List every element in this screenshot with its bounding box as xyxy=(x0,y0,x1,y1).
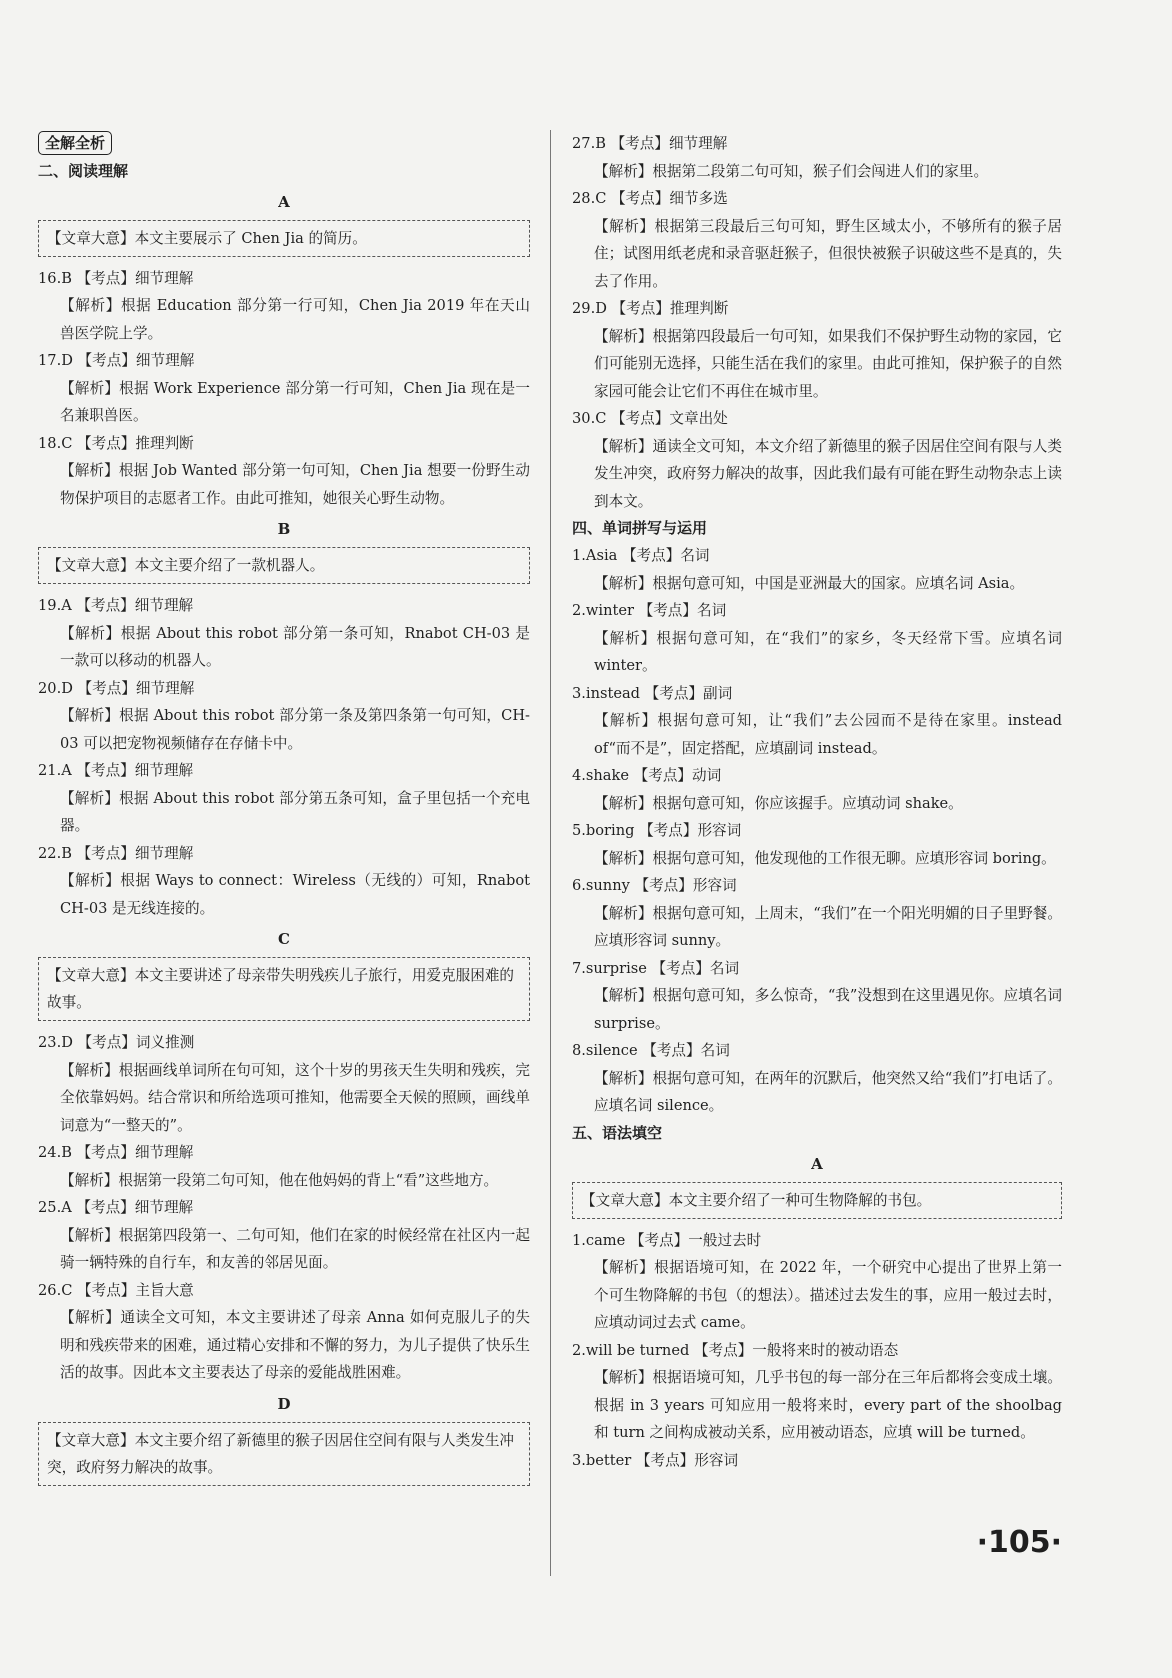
w3-exp: 【解析】根据句意可知，让“我们”去公园而不是待在家里。instead of“而不是”，固定搭配，应填副词 instead。 xyxy=(594,712,1062,757)
q28-head: 28.C 【考点】细节多选 xyxy=(572,190,728,207)
section-badge: 全解全析 xyxy=(38,131,112,155)
q16-head: 16.B 【考点】细节理解 xyxy=(38,269,194,287)
q27-head: 27.B 【考点】细节理解 xyxy=(572,135,728,152)
q26-head: 26.C 【考点】主旨大意 xyxy=(38,1281,194,1299)
q19-exp: 【解析】根据 About this robot 部分第一条可知，Rnabot CH-03 是一款可以移动的机器人。 xyxy=(60,624,530,669)
w1-exp: 【解析】根据句意可知，中国是亚洲最大的国家。应填名词 Asia。 xyxy=(594,574,1025,592)
q18-exp: 【解析】根据 Job Wanted 部分第一句可知，Chen Jia 想要一份野生动物保护项目的志愿者工作。由此可推知，她很关心野生动物。 xyxy=(60,462,530,507)
q24-head: 24.B 【考点】细节理解 xyxy=(38,1144,194,1161)
q25-head: 25.A 【考点】细节理解 xyxy=(38,1199,194,1216)
q29-exp: 【解析】根据第四段最后一句可知，如果我们不保护野生动物的家园，它们可能别无选择，只能生活在我们的家里。由此可推知，保护猴子的自然家园可能会让它们不再住在城市里。 xyxy=(594,327,1062,400)
summary-a: 【文章大意】本文主要展示了 Chen Jia 的简历。 xyxy=(38,220,530,257)
w1-head: 1.Asia 【考点】名词 xyxy=(572,547,710,564)
part-d: D xyxy=(277,1394,291,1413)
section-grammar: 五、语法填空 xyxy=(572,1123,663,1142)
w6-exp: 【解析】根据句意可知，上周末，“我们”在一个阳光明媚的日子里野餐。应填形容词 sunny。 xyxy=(594,904,1062,949)
column-divider xyxy=(550,130,551,1576)
g2-head: 2.will be turned 【考点】一般将来时的被动语态 xyxy=(572,1341,899,1359)
q23-exp: 【解析】根据画线单词所在句可知，这个十岁的男孩天生失明和残疾，完全依靠妈妈。结合常识和所给选项可推知，他需要全天候的照顾，画线单词意为“一整天的”。 xyxy=(60,1061,530,1134)
q17-exp: 【解析】根据 Work Experience 部分第一行可知，Chen Jia 现在是一名兼职兽医。 xyxy=(60,379,530,424)
w2-exp: 【解析】根据句意可知，在“我们”的家乡，冬天经常下雪。应填名词 winter。 xyxy=(594,629,1062,674)
left-column xyxy=(38,130,530,1494)
w5-exp: 【解析】根据句意可知，他发现他的工作很无聊。应填形容词 boring。 xyxy=(594,849,1056,867)
g2-exp: 【解析】根据语境可知，几乎书包的每一部分在三年后都将会变成土壤。根据 in 3 years 可知应用一般将来时，every part of the shoolbag 和 turn 之间构成被动关系，应用被动语态，应填 will be turned。 xyxy=(594,1369,1062,1441)
w8-exp: 【解析】根据句意可知，在两年的沉默后，他突然又给“我们”打电话了。应填名词 silence。 xyxy=(594,1069,1062,1114)
w5-head: 5.boring 【考点】形容词 xyxy=(572,822,742,839)
q19-head: 19.A 【考点】细节理解 xyxy=(38,597,194,614)
part-a: A xyxy=(278,192,290,211)
q25-exp: 【解析】根据第四段第一、二句可知，他们在家的时候经常在社区内一起骑一辆特殊的自行车，和友善的邻居见面。 xyxy=(60,1226,530,1271)
q18-head: 18.C 【考点】推理判断 xyxy=(38,434,194,452)
w8-head: 8.silence 【考点】名词 xyxy=(572,1042,730,1059)
w7-head: 7.surprise 【考点】名词 xyxy=(572,959,740,977)
section-word-spelling: 四、单词拼写与运用 xyxy=(572,519,708,537)
q29-head: 29.D 【考点】推理判断 xyxy=(572,300,729,317)
q20-head: 20.D 【考点】细节理解 xyxy=(38,679,195,697)
g3-head: 3.better 【考点】形容词 xyxy=(572,1451,739,1469)
part-c: C xyxy=(278,930,290,948)
w6-head: 6.sunny 【考点】形容词 xyxy=(572,877,737,894)
q23-head: 23.D 【考点】词义推测 xyxy=(38,1034,195,1051)
q20-exp: 【解析】根据 About this robot 部分第一条及第四条第一句可知，CH-03 可以把宠物视频储存在存储卡中。 xyxy=(60,707,530,752)
q22-head: 22.B 【考点】细节理解 xyxy=(38,844,194,862)
q21-exp: 【解析】根据 About this robot 部分第五条可知，盒子里包括一个充电器。 xyxy=(60,789,530,834)
w3-head: 3.instead 【考点】副词 xyxy=(572,684,733,702)
grammar-part-a: A xyxy=(811,1154,823,1173)
summary-c: 【文章大意】本文主要讲述了母亲带失明残疾儿子旅行，用爱克服困难的故事。 xyxy=(38,957,530,1021)
q21-head: 21.A 【考点】细节理解 xyxy=(38,762,194,779)
page-number: ·105· xyxy=(976,1525,1062,1560)
right-column xyxy=(572,130,1062,1474)
summary-d: 【文章大意】本文主要介绍了新德里的猴子因居住空间有限与人类发生冲突，政府努力解决的故事。 xyxy=(38,1422,530,1486)
q26-exp: 【解析】通读全文可知，本文主要讲述了母亲 Anna 如何克服儿子的失明和残疾带来的困难，通过精心安排和不懈的努力，为儿子提供了快乐生活的故事。因此本文主要表达了母亲的爱能战胜困难。 xyxy=(60,1309,530,1381)
grammar-summary-a: 【文章大意】本文主要介绍了一种可生物降解的书包。 xyxy=(572,1182,1062,1219)
q22-exp: 【解析】根据 Ways to connect：Wireless（无线的）可知，Rnabot CH-03 是无线连接的。 xyxy=(60,872,530,917)
part-b: B xyxy=(277,520,291,538)
section-reading: 二、阅读理解 xyxy=(38,161,129,180)
q28-exp: 【解析】根据第三段最后三句可知，野生区域太小，不够所有的猴子居住；试图用纸老虎和录音驱赶猴子，但很快被猴子识破这些不是真的，失去了作用。 xyxy=(594,217,1062,290)
w2-head: 2.winter 【考点】名词 xyxy=(572,602,727,619)
g1-exp: 【解析】根据语境可知，在 2022 年，一个研究中心提出了世界上第一个可生物降解的书包（的想法）。描述过去发生的事，应用一般过去时，应填动词过去式 came。 xyxy=(594,1259,1062,1331)
w4-exp: 【解析】根据句意可知，你应该握手。应填动词 shake。 xyxy=(594,794,963,812)
g1-head: 1.came 【考点】一般过去时 xyxy=(572,1231,762,1249)
summary-b: 【文章大意】本文主要介绍了一款机器人。 xyxy=(38,547,530,584)
q24-exp: 【解析】根据第一段第二句可知，他在他妈妈的背上“看”这些地方。 xyxy=(60,1171,499,1189)
q30-exp: 【解析】通读全文可知，本文介绍了新德里的猴子因居住空间有限与人类发生冲突，政府努力解决的故事，因此我们最有可能在野生动物杂志上读到本文。 xyxy=(594,437,1062,510)
q30-head: 30.C 【考点】文章出处 xyxy=(572,410,728,427)
q16-exp: 【解析】根据 Education 部分第一行可知，Chen Jia 2019 年在天山兽医学院上学。 xyxy=(60,297,530,342)
q17-head: 17.D 【考点】细节理解 xyxy=(38,352,195,369)
w7-exp: 【解析】根据句意可知，多么惊奇，“我”没想到在这里遇见你。应填名词 surprise。 xyxy=(594,987,1062,1032)
q27-exp: 【解析】根据第二段第二句可知，猴子们会闯进人们的家里。 xyxy=(594,162,989,180)
w4-head: 4.shake 【考点】动词 xyxy=(572,767,722,784)
